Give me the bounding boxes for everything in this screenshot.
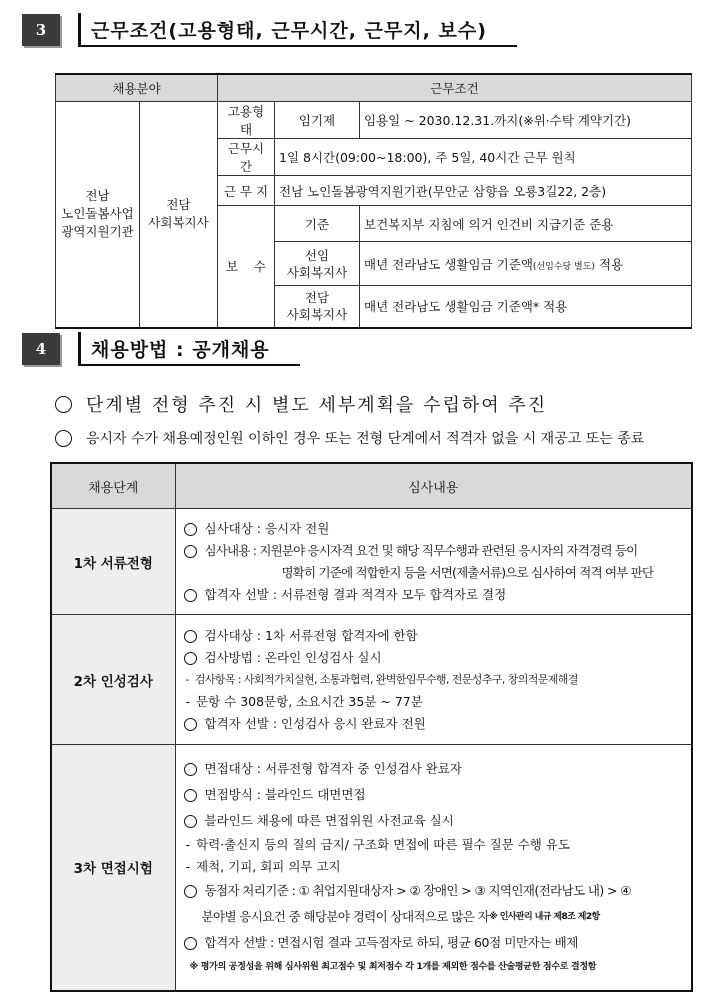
- circle-bullet-icon: [184, 523, 197, 536]
- content-line: 검사방법 : 온라인 인성검사 실시: [204, 649, 382, 665]
- org-cell: 전남 노인돌봄사업 광역지원기관: [56, 102, 140, 328]
- content-note: ※ 인사관리 내규 제8조 제2항: [489, 912, 600, 923]
- stage-3-name: 3차 면접시험: [51, 745, 175, 991]
- employment-label: 고용형태: [218, 102, 275, 139]
- content-line: 합격자 선발 : 서류전형 결과 적격자 모두 합격자로 결정: [204, 586, 507, 602]
- content-line: 검사항목 : 사회적가치실현, 소통과협력, 완벽한임무수행, 전문성추구, 창의적문제해결: [194, 672, 578, 686]
- content-line: 심사내용 : 지원분야 응시자격 요건 및 해당 직무수행과 관련된 응시자의 자격경력 등이: [204, 542, 638, 558]
- circle-bullet-icon: [184, 885, 197, 898]
- circle-bullet-icon: [184, 815, 197, 828]
- pay-senior-text: 매년 전라남도 생활임금 기준액: [364, 256, 533, 272]
- circle-bullet-icon: [184, 652, 197, 665]
- bullet-item: [55, 428, 644, 448]
- pay-senior-note: (선임수당 별도): [532, 261, 595, 272]
- bullet-item: [55, 391, 547, 417]
- place-label: 근 무 지: [218, 176, 275, 206]
- stage-2-content: 검사대상 : 1차 서류전형 합격자에 한함 검사방법 : 온라인 인성검사 실시 - 검사항목 : 사회적가치실현, 소통과협력, 완벽한임무수행, 전문성추구, 창의적문제해결 - 문항 수 308문항, 소요시간 35분 ~ 77분 합격자 선발 : 인성검사 응시 완료자 전원: [175, 615, 692, 745]
- stage-1-content: [175, 509, 692, 615]
- section-title: 채용방법 : 공개채용: [78, 332, 300, 366]
- circle-bullet-icon: [55, 396, 72, 413]
- content-line: 심사대상 : 응시자 전원: [204, 520, 330, 536]
- pay-dedicated-value: 매년 전라남도 생활임금 기준액* 적용: [360, 286, 692, 328]
- hours-value: 1일 8시간(09:00~18:00), 주 5일, 40시간 근무 원칙: [275, 139, 692, 176]
- bullet-text: 단계별 전형 추진 시 별도 세부계획을 수립하여 추진: [86, 395, 548, 416]
- role-cell: 전담 사회복지사: [140, 102, 218, 328]
- header-condition: 근무조건: [218, 74, 692, 102]
- stage-3-content: 면접대상 : 서류전형 합격자 중 인성검사 완료자 면접방식 : 블라인드 대면면접 블라인드 채용에 따른 면접위원 사전교육 실시 - 학력·출신지 등의 질의 금지/ 구조화 면접에 따른 필수 질문 수행 유도 - 제척, 기피, 회피 의무 고지 동점자 처리기준 : ① 취업지원대상자 > ② 장애인 > ③ 지역인재(전라남도 내) > ④ 분야별 응시요건 중 해당분야 경력이 상대적으로 많은 자 ※ 인사관리 내규 제8조 제2항 합격자 선발 : 면접시험 결과 고득점자로 하되, 평균 60점 미만자는 배제 ※ 평가의 공정성을 위해 심사위원 최고점수 및 최저점수 각 1개를 제외한 점수를 산술평균한 점수로 결정함: [175, 745, 692, 991]
- content-line: 면접방식 : 블라인드 대면면접: [204, 787, 366, 803]
- section-number: 4: [22, 333, 60, 365]
- pay-senior-label: 선임 사회복지사: [275, 242, 360, 286]
- header-content: 심사내용: [175, 463, 692, 509]
- content-line: 분야별 응시요건 중 해당분야 경력이 상대적으로 많은 자: [201, 909, 490, 925]
- pay-senior-value: [360, 242, 692, 286]
- content-note: ※ 평가의 공정성을 위해 심사위원 최고점수 및 최저점수 각 1개를 제외한 점수를 산술평균한 점수로 결정함: [189, 962, 597, 973]
- circle-bullet-icon: [55, 430, 72, 447]
- circle-bullet-icon: [184, 789, 197, 802]
- section-3-header: [22, 14, 517, 46]
- content-line: 명확히 기준에 적합한지 등을 서면(제출서류)으로 심사하여 적격 여부 판단: [281, 564, 654, 580]
- pay-standard-value: 보건복지부 지침에 의거 인건비 지급기준 준용: [360, 206, 692, 242]
- section-title: 근무조건(고용형태, 근무시간, 근무지, 보수): [78, 13, 517, 47]
- content-line: 면접대상 : 서류전형 합격자 중 인성검사 완료자: [204, 761, 462, 777]
- process-table: [50, 462, 693, 992]
- content-line: 합격자 선발 : 인성검사 응시 완료자 전원: [204, 715, 426, 731]
- circle-bullet-icon: [184, 718, 197, 731]
- hours-label: 근무시간: [218, 139, 275, 176]
- content-line: 학력·출신지 등의 질의 금지/ 구조화 면접에 따른 필수 질문 수행 유도: [196, 837, 570, 853]
- content-line: 문항 수 308문항, 소요시간 35분 ~ 77분: [196, 693, 423, 709]
- content-line: 제척, 기피, 회피 의무 고지: [196, 859, 341, 875]
- circle-bullet-icon: [184, 630, 197, 643]
- header-field: 채용분야: [56, 74, 218, 102]
- pay-standard-label: 기준: [275, 206, 360, 242]
- stage-2-name: 2차 인성검사: [51, 615, 175, 745]
- conditions-table: [55, 73, 692, 329]
- employment-type: 임기제: [275, 102, 360, 139]
- employment-period: 임용일 ~ 2030.12.31.까지(※위·수탁 계약기간): [360, 102, 692, 139]
- bullet-text: 응시자 수가 채용예정인원 이하인 경우 또는 전형 단계에서 적격자 없을 시 재공고 또는 종료: [86, 431, 645, 447]
- content-line: 검사대상 : 1차 서류전형 합격자에 한함: [204, 627, 418, 643]
- circle-bullet-icon: [184, 545, 197, 558]
- circle-bullet-icon: [184, 763, 197, 776]
- section-4-header: [22, 333, 300, 365]
- place-value: 전남 노인돌봄광역지원기관(무안군 삼향읍 오룡3길22, 2층): [275, 176, 692, 206]
- pay-dedicated-label: 전담 사회복지사: [275, 286, 360, 328]
- pay-label: 보 수: [218, 206, 275, 328]
- section-number: 3: [22, 14, 60, 46]
- content-line: 블라인드 채용에 따른 면접위원 사전교육 실시: [204, 813, 454, 829]
- circle-bullet-icon: [184, 589, 197, 602]
- header-stage: 채용단계: [51, 463, 175, 509]
- content-line: 합격자 선발 : 면접시험 결과 고득점자로 하되, 평균 60점 미만자는 배제: [204, 935, 578, 951]
- circle-bullet-icon: [184, 937, 197, 950]
- stage-1-name: 1차 서류전형: [51, 509, 175, 615]
- content-line: 동점자 처리기준 : ① 취업지원대상자 > ② 장애인 > ③ 지역인재(전라남도 내) > ④: [204, 883, 631, 899]
- pay-senior-tail: 적용: [594, 256, 624, 272]
